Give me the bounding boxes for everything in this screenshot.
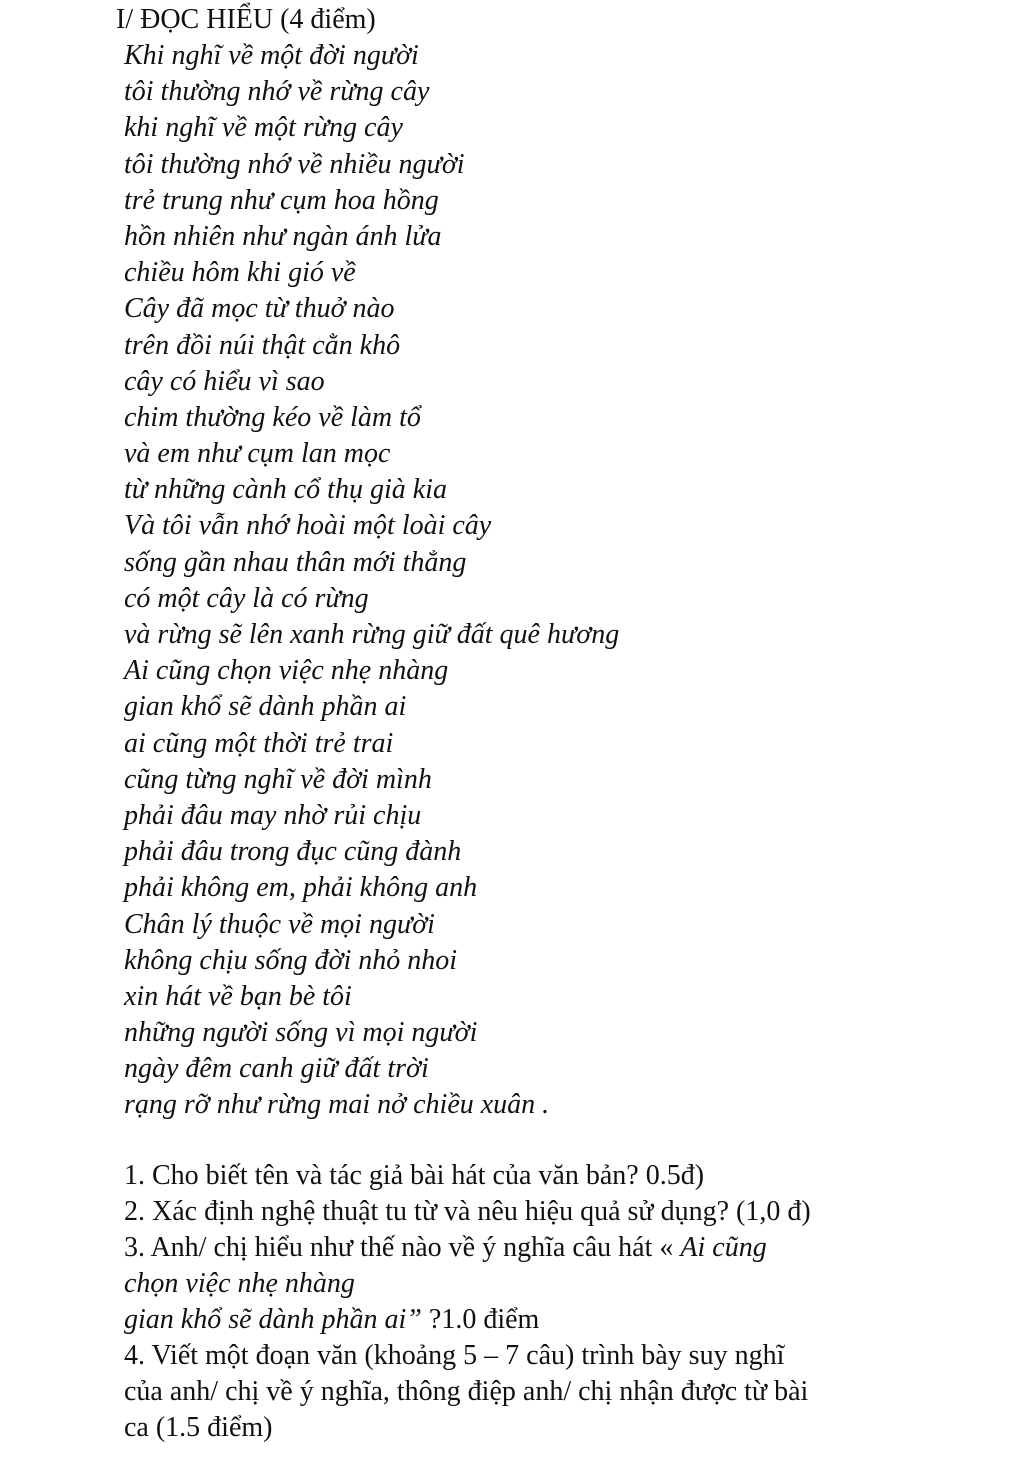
question-3-quote-line2: chọn việc nhẹ nhàng [124,1268,355,1299]
poem-line: Chân lý thuộc về mọi người [124,908,435,940]
poem-line: phải đâu trong đục cũng đành [124,836,462,868]
poem-line: Và tôi vẫn nhớ hoài một loài cây [124,510,492,542]
poem-line: trên đồi núi thật cằn khô [124,329,401,361]
poem-line: ai cũng một thời trẻ trai [124,727,394,759]
poem-line: và em như cụm lan mọc [124,438,391,470]
question-4-line2: của anh/ chị về ý nghĩa, thông điệp anh/ chị nhận được từ bài [124,1376,809,1407]
poem-line: Khi nghĩ về một đời người [124,40,419,71]
question-list [124,1158,1004,1446]
question-3-line2 [124,1266,1004,1302]
poem-line: phải đâu may nhờ rủi chịu [124,799,422,831]
poem-line: hồn nhiên như ngàn ánh lửa [124,220,442,252]
poem-line: phải không em, phải không anh [124,872,478,904]
poem-line: Cây đã mọc từ thuở nào [124,293,395,325]
poem-line: tôi thường nhớ về rừng cây [124,76,430,108]
poem-line: trẻ trung như cụm hoa hồng [124,184,439,216]
poem-line: sống gần nhau thân mới thẳng [124,546,467,578]
poem-line: chim thường kéo về làm tổ [124,401,421,433]
question-4-line1: 4. Viết một đoạn văn (khoảng 5 – 7 câu) trình bày suy nghĩ [124,1340,785,1371]
poem-line: có một cây là có rừng [124,582,369,614]
poem-line: rạng rỡ như rừng mai nở chiều xuân . [124,1089,550,1121]
question-3-prefix: 3. Anh/ chị hiểu như thế nào về ý nghĩa câu hát « [124,1232,681,1263]
poem-line: cây có hiểu vì sao [124,365,325,397]
question-3-suffix: ?1.0 điểm [421,1304,540,1335]
poem-line: cũng từng nghĩ về đời mình [124,763,432,795]
poem-line: tôi thường nhớ về nhiều người [124,148,465,180]
poem-line: Ai cũng chọn việc nhẹ nhàng [124,655,449,687]
poem-line: khi nghĩ về một rừng cây [124,112,403,144]
poem-line: và rừng sẽ lên xanh rừng giữ đất quê hương [124,619,620,650]
poem-line: không chịu sống đời nhỏ nhoi [124,944,458,976]
poem-line: ngày đêm canh giữ đất trời [124,1053,429,1085]
poem-line: xin hát về bạn bè tôi [124,980,352,1012]
question-3 [124,1230,1004,1266]
poem-line: từ những cành cổ thụ già kia [124,474,447,506]
poem-line: chiều hôm khi gió về [124,257,356,289]
question-4-line3: ca (1.5 điểm) [124,1412,273,1443]
question-1: 1. Cho biết tên và tác giả bài hát của văn bản? 0.5đ) [124,1160,705,1191]
section-heading: I/ ĐỌC HIỂU (4 điểm) [116,4,376,35]
question-2: 2. Xác định nghệ thuật tu từ và nêu hiệu quả sử dụng? (1,0 đ) [124,1196,811,1227]
poem-line: những người sống vì mọi người [124,1017,478,1049]
poem-line: gian khổ sẽ dành phần ai [124,691,407,723]
poem-text [124,38,619,1124]
question-3-quote-line3: gian khổ sẽ dành phần ai” [124,1304,422,1335]
question-3-quote: Ai cũng [680,1232,767,1263]
question-3-line3 [124,1302,1004,1338]
